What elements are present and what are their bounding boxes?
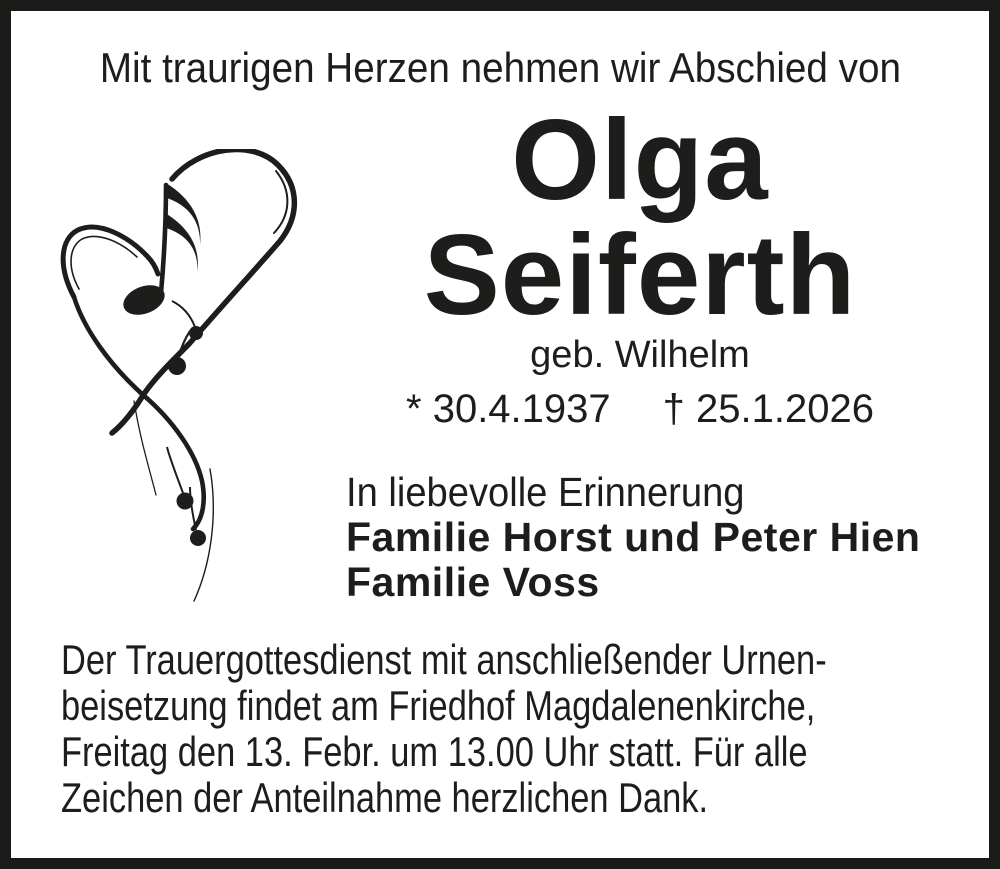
heart-outline xyxy=(63,149,294,601)
deceased-last-name: Seiferth xyxy=(423,212,857,339)
memorial-intro-text: In liebevolle Erinnerung xyxy=(346,469,745,515)
heart-music-note-illustration xyxy=(59,149,319,617)
memorial-intro-line xyxy=(346,470,920,515)
maiden-name: geb. Wilhelm xyxy=(530,334,750,376)
intro-line-row xyxy=(11,44,989,91)
funeral-details-paragraph xyxy=(61,637,995,821)
birth-date: * 30.4.1937 xyxy=(406,387,611,431)
body-line xyxy=(61,637,995,683)
body-line-text: Zeichen der Anteilnahme herzlichen Dank. xyxy=(61,774,709,821)
deceased-first-name: Olga xyxy=(511,97,769,224)
death-date: † 25.1.2026 xyxy=(662,387,874,431)
family-line: Familie Voss xyxy=(346,559,600,605)
body-line-text: beisetzung findet am Friedhof Magdalenenkirche, xyxy=(61,682,816,729)
deceased-name-block xyxy=(290,97,990,339)
family-line: Familie Horst und Peter Hien xyxy=(346,514,921,560)
life-dates-row xyxy=(290,389,990,429)
memorial-block xyxy=(346,470,920,605)
body-line-text: Freitag den 13. Febr. um 13.00 Uhr statt. Für alle xyxy=(61,728,808,775)
body-line-text: Der Trauergottesdienst mit anschließender Urnen- xyxy=(61,636,827,683)
intro-line: Mit traurigen Herzen nehmen wir Abschied von xyxy=(99,44,901,91)
body-line xyxy=(61,683,995,729)
body-line xyxy=(61,729,995,775)
body-line xyxy=(61,775,995,821)
